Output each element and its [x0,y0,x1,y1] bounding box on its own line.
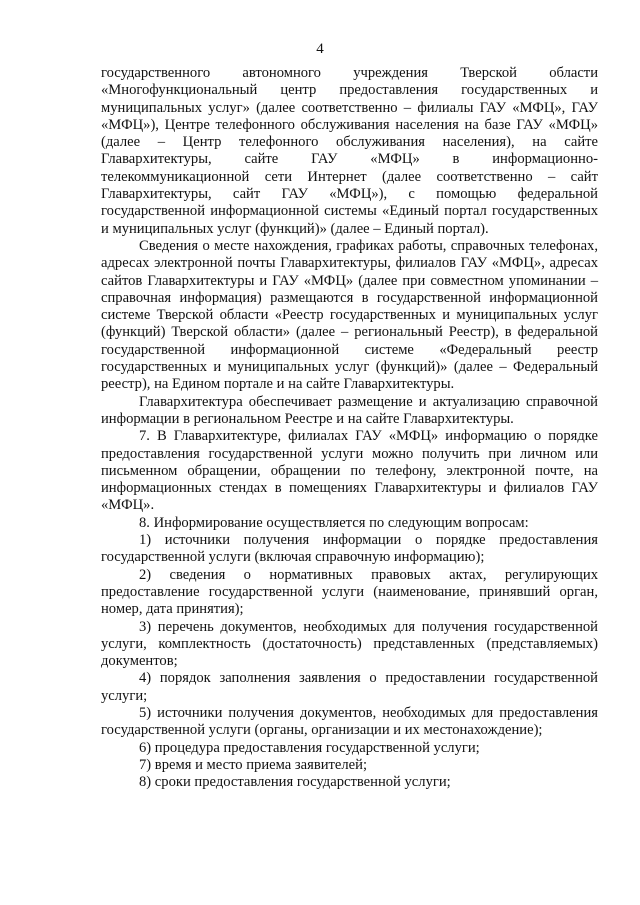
document-body [101,65,598,791]
list-item-3: 3) перечень документов, необходимых для получения государственной услуги, комплектность (достаточность) представленных (представляемых) документов; [101,618,598,670]
page-number: 4 [316,41,324,57]
list-item-4: 4) порядок заполнения заявления о предоставлении государственной услуги; [101,670,598,704]
paragraph-item-7: 7. В Главархитектуре, филиалах ГАУ «МФЦ» информацию о порядке предоставления государственной услуги можно получить при личном или письменном обращении, обращении по телефону, электронной почте, на информационных стендах в помещениях Главархитектуры и филиалов ГАУ «МФЦ». [101,428,598,514]
list-item-1: 1) источники получения информации о порядке предоставления государственной услуги (включая справочную информацию); [101,532,598,566]
list-item-5: 5) источники получения документов, необходимых для предоставления государственной услуги (органы, организации и их местонахождение); [101,704,598,739]
paragraph-reference-info: Сведения о месте нахождения, графиках работы, справочных телефонах, адресах электронной почты Главархитектуры, филиалов ГАУ «МФЦ», адресах сайтов Главархитектуры и ГАУ «МФЦ» (далее при совместном упоминании – справочная информация) размещаются в государственной информационной системе Тверской области «Реестр государственных и муниципальных услуг (функций) Тверской области» (далее – региональный Реестр), в федеральной государственной информационной системе «Федеральный реестр государственных и муниципальных услуг (функций)» (далее – Федеральный реестр), на Едином портале и на сайте Главархитектуры. [101,237,598,393]
list-item-7: 7) время и место приема заявителей; [139,756,367,773]
paragraph-item-8: 8. Информирование осуществляется по следующим вопросам: [139,514,529,531]
paragraph-continuation: государственного автономного учреждения Тверской области «Многофункциональный центр предоставления государственных и муниципальных услуг» (далее соответственно – филиалы ГАУ «МФЦ», ГАУ «МФЦ»), Центре телефонного обслуживания населения на базе ГАУ «МФЦ» (далее – Центр телефонного обслуживания населения), на сайте Главархитектуры, сайте ГАУ «МФЦ» в информационно-телекоммуникационной сети Интернет (далее соответственно – сайт Главархитектуры, сайт ГАУ «МФЦ»), с помощью федеральной государственной информационной системы «Единый портал государственных и муниципальных услуг (функций)» (далее – Единый портал). [101,65,598,237]
list-item-8: 8) сроки предоставления государственной услуги; [139,774,451,791]
list-item-6: 6) процедура предоставления государственной услуги; [139,739,480,756]
paragraph-reference-update: Главархитектура обеспечивает размещение и актуализацию справочной информации в региональном Реестре и на сайте Главархитектуры. [101,393,598,427]
list-item-2: 2) сведения о нормативных правовых актах, регулирующих предоставление государственной услуги (наименование, принявший орган, номер, дата принятия); [101,566,598,618]
